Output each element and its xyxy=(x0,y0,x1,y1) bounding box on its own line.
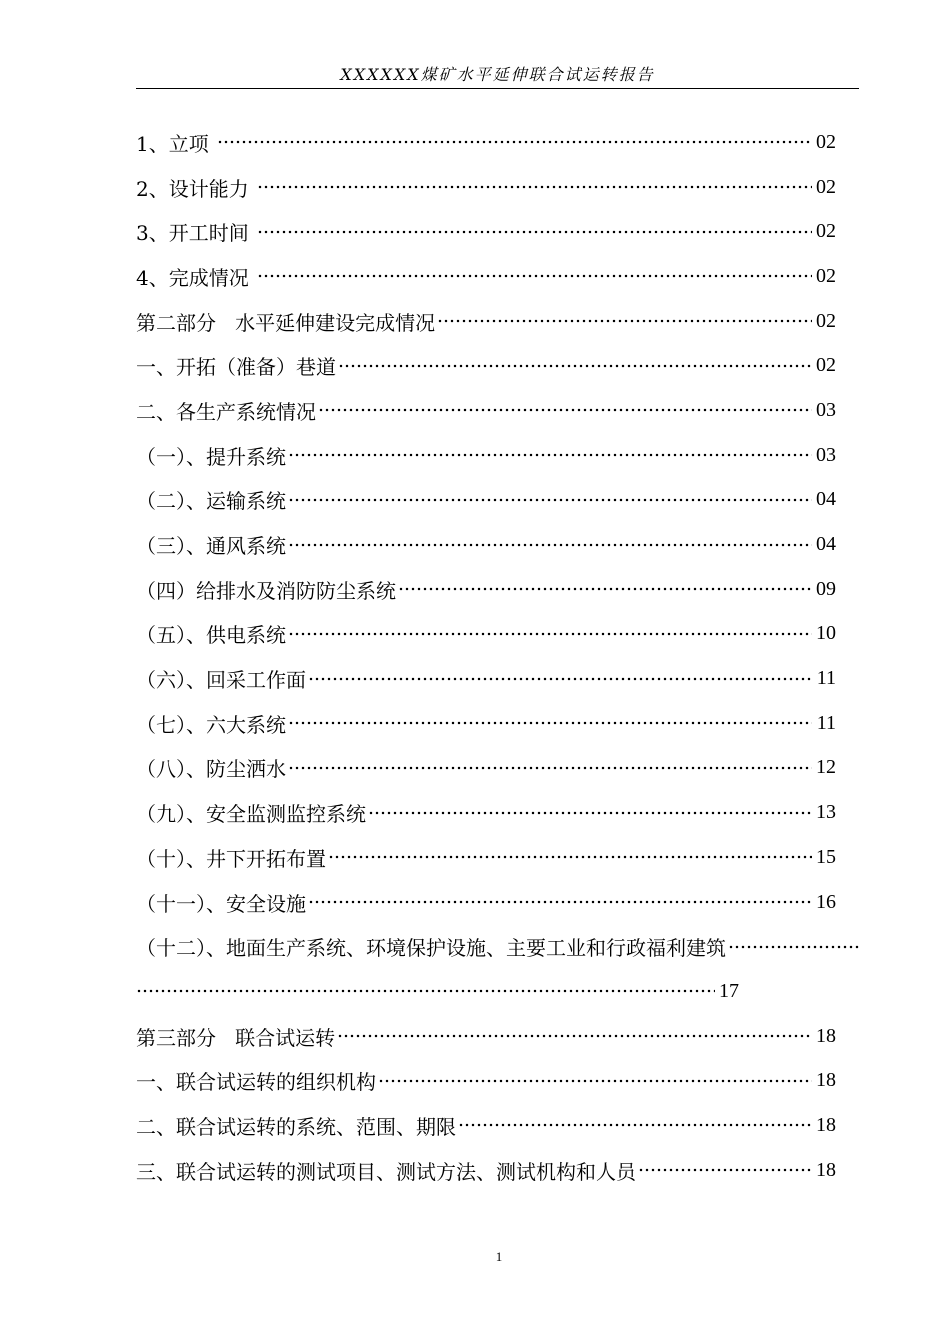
toc-entry-page: 18 xyxy=(816,1024,836,1047)
toc-entry-title: 二、各生产系统情况 xyxy=(136,399,316,424)
toc-entry-page: 18 xyxy=(816,1158,836,1181)
toc-entry-title: 2、设计能力 xyxy=(136,176,256,201)
table-of-contents xyxy=(136,120,836,1193)
dot-leader xyxy=(257,177,812,197)
toc-entry[interactable] xyxy=(136,165,836,210)
toc-entry[interactable] xyxy=(136,835,836,880)
dot-leader xyxy=(288,535,812,555)
toc-entry[interactable] xyxy=(136,612,836,657)
toc-entry[interactable] xyxy=(136,433,836,478)
toc-entry[interactable] xyxy=(136,924,859,969)
toc-entry-title: （十）、井下开拓布置 xyxy=(136,846,326,871)
toc-entry-title: 4、完成情况 xyxy=(136,265,256,290)
dot-leader xyxy=(288,758,812,778)
toc-entry-page: 10 xyxy=(816,622,836,645)
page-number: 1 xyxy=(495,1249,503,1264)
dot-leader xyxy=(288,445,812,465)
toc-entry[interactable] xyxy=(136,790,836,835)
toc-entry-page: 04 xyxy=(816,533,836,556)
toc-entry-title: （八）、防尘洒水 xyxy=(136,757,286,782)
dot-leader xyxy=(398,579,812,599)
dot-leader xyxy=(288,713,812,733)
dot-leader xyxy=(288,624,812,644)
toc-entry-page: 03 xyxy=(816,398,836,421)
toc-entry-page: 02 xyxy=(816,264,836,287)
toc-entry-page: 12 xyxy=(816,756,836,779)
toc-entry[interactable] xyxy=(136,701,836,746)
dot-leader xyxy=(338,356,812,376)
toc-entry[interactable] xyxy=(136,880,836,925)
dot-leader xyxy=(257,266,812,286)
dot-leader xyxy=(458,1115,812,1135)
toc-entry-page: 11 xyxy=(816,667,836,690)
toc-entry-page: 02 xyxy=(816,309,836,332)
toc-entry[interactable] xyxy=(136,656,836,701)
dot-leader xyxy=(728,937,859,957)
toc-entry[interactable] xyxy=(136,1148,836,1193)
toc-entry-title: （九）、安全监测监控系统 xyxy=(136,802,366,827)
toc-entry-page: 18 xyxy=(816,1113,836,1136)
toc-entry-title: （五）、供电系统 xyxy=(136,623,286,648)
dot-leader xyxy=(288,490,812,510)
toc-entry[interactable] xyxy=(136,1014,836,1059)
toc-entry-page: 17 xyxy=(719,979,739,1002)
dot-leader xyxy=(368,803,812,823)
toc-entry[interactable] xyxy=(136,388,836,433)
toc-entry[interactable] xyxy=(136,478,836,523)
toc-entry-title: （十二）、地面生产系统、环境保护设施、主要工业和行政福利建筑 xyxy=(136,936,726,961)
dot-leader xyxy=(136,981,715,1001)
toc-entry-continuation[interactable] xyxy=(136,969,739,1014)
toc-entry-title: （十一）、安全设施 xyxy=(136,891,306,916)
toc-entry-title: 一、开拓（准备）巷道 xyxy=(136,355,336,380)
toc-entry-page: 02 xyxy=(816,354,836,377)
toc-entry-title: （三）、通风系统 xyxy=(136,534,286,559)
toc-entry-page: 02 xyxy=(816,220,836,243)
toc-entry-title: 三、联合试运转的测试项目、测试方法、测试机构和人员 xyxy=(136,1159,636,1184)
toc-entry-title: 第二部分 水平延伸建设完成情况 xyxy=(136,310,436,335)
toc-entry-title: （七）、六大系统 xyxy=(136,712,286,737)
toc-entry[interactable] xyxy=(136,1058,836,1103)
dot-leader xyxy=(378,1071,812,1091)
toc-entry-page: 18 xyxy=(816,1069,836,1092)
dot-leader xyxy=(328,847,812,867)
dot-leader xyxy=(337,1026,812,1046)
toc-entry-title: （一）、提升系统 xyxy=(136,444,286,469)
toc-entry-title: 二、联合试运转的系统、范围、期限 xyxy=(136,1114,456,1139)
toc-entry-title: 1、立项 xyxy=(136,131,216,156)
toc-entry-page: 13 xyxy=(816,801,836,824)
toc-entry-title: 一、联合试运转的组织机构 xyxy=(136,1070,376,1095)
toc-entry-page: 09 xyxy=(816,577,836,600)
toc-entry[interactable] xyxy=(136,299,836,344)
dot-leader xyxy=(638,1160,812,1180)
toc-entry-page: 15 xyxy=(816,845,836,868)
toc-entry-title: （六）、回采工作面 xyxy=(136,668,306,693)
toc-entry[interactable] xyxy=(136,343,836,388)
toc-entry-page: 11 xyxy=(816,711,836,734)
toc-entry-page: 02 xyxy=(816,130,836,153)
dot-leader xyxy=(437,311,812,331)
toc-entry-title: （二）、运输系统 xyxy=(136,489,286,514)
toc-entry[interactable] xyxy=(136,1103,836,1148)
toc-entry-page: 03 xyxy=(816,443,836,466)
toc-entry-page: 02 xyxy=(816,175,836,198)
dot-leader xyxy=(217,132,812,152)
dot-leader xyxy=(308,892,812,912)
toc-entry-title: 3、开工时间 xyxy=(136,221,256,246)
running-header: XXXXXX煤矿水平延伸联合试运转报告 xyxy=(340,65,655,84)
dot-leader xyxy=(318,400,812,420)
toc-entry[interactable] xyxy=(136,254,836,299)
header-rule xyxy=(136,88,859,89)
toc-entry[interactable] xyxy=(136,567,836,612)
dot-leader xyxy=(257,222,812,242)
toc-entry-page: 04 xyxy=(816,488,836,511)
toc-entry[interactable] xyxy=(136,120,836,165)
toc-entry-page: 16 xyxy=(816,890,836,913)
toc-entry[interactable] xyxy=(136,209,836,254)
toc-entry[interactable] xyxy=(136,522,836,567)
toc-entry-title: 第三部分 联合试运转 xyxy=(136,1025,336,1050)
dot-leader xyxy=(308,669,812,689)
toc-entry[interactable] xyxy=(136,746,836,791)
toc-entry-title: （四）给排水及消防防尘系统 xyxy=(136,578,396,603)
